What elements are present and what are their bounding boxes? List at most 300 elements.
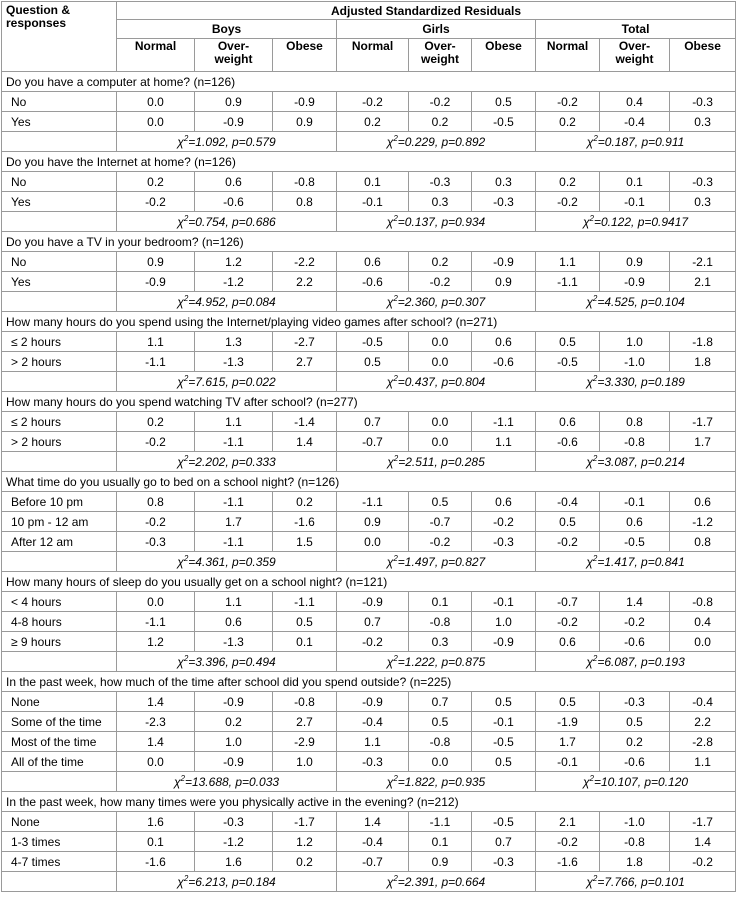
residual-value: -1.3 (195, 352, 273, 372)
residual-value: -0.8 (409, 612, 472, 632)
residual-value: 2.7 (273, 712, 337, 732)
residual-value: -0.8 (409, 732, 472, 752)
chi-square-row (2, 552, 736, 572)
residual-value: -0.9 (600, 272, 670, 292)
response-label: Yes (2, 192, 117, 212)
residual-value: -1.9 (536, 712, 600, 732)
residual-value: 0.4 (670, 612, 736, 632)
question-row (2, 792, 736, 812)
response-row (2, 732, 736, 752)
residual-value: -0.4 (337, 832, 409, 852)
response-label: 4-8 hours (2, 612, 117, 632)
chi-square-cell (536, 372, 736, 392)
residual-value: 1.4 (117, 692, 195, 712)
response-row (2, 432, 736, 452)
residual-value: 2.2 (273, 272, 337, 292)
response-label: None (2, 812, 117, 832)
residual-value: 1.2 (195, 252, 273, 272)
empty-cell (2, 212, 117, 232)
residual-value: -0.2 (670, 852, 736, 872)
sub-header-normal: Normal (536, 39, 600, 72)
chi-square-stat: =1.222, p=0.875 (397, 655, 486, 669)
chi-symbol: $\chi^2$ (386, 654, 398, 669)
chi-symbol: $\chi^2$ (177, 374, 189, 389)
chi-square-stat: =1.417, p=0.841 (597, 555, 685, 569)
residual-value: -0.6 (600, 632, 670, 652)
residual-value: -0.4 (536, 492, 600, 512)
residual-value: 0.5 (337, 352, 409, 372)
residual-value: 0.5 (409, 492, 472, 512)
residual-value: -0.5 (337, 332, 409, 352)
response-label: Most of the time (2, 732, 117, 752)
chi-square-cell (536, 212, 736, 232)
residual-value: -0.9 (337, 592, 409, 612)
chi-symbol: $\chi^2$ (586, 654, 598, 669)
residual-value: 0.0 (337, 532, 409, 552)
chi-symbol: $\chi^2$ (177, 454, 189, 469)
response-label: 4-7 times (2, 852, 117, 872)
residual-value: -0.9 (337, 692, 409, 712)
response-row (2, 712, 736, 732)
question-column-header: Question & responses (2, 2, 117, 72)
residual-value: 0.0 (409, 752, 472, 772)
residual-value: -0.5 (536, 352, 600, 372)
response-label: Yes (2, 112, 117, 132)
chi-square-cell (337, 652, 536, 672)
chi-square-stat: =2.360, p=0.307 (397, 295, 486, 309)
residual-value: -1.7 (670, 812, 736, 832)
residual-value: -0.8 (600, 832, 670, 852)
residual-value: 0.5 (409, 712, 472, 732)
chi-symbol: $\chi^2$ (177, 654, 189, 669)
chi-square-stat: =3.087, p=0.214 (597, 455, 685, 469)
residual-value: 0.2 (600, 732, 670, 752)
residual-value: 0.0 (117, 592, 195, 612)
residual-value: 0.9 (472, 272, 536, 292)
residual-value: -0.3 (670, 172, 736, 192)
chi-square-cell (536, 452, 736, 472)
residual-value: 1.7 (195, 512, 273, 532)
chi-square-stat: =2.511, p=0.285 (398, 455, 485, 469)
residual-value: 0.1 (409, 832, 472, 852)
residual-value: 0.9 (117, 252, 195, 272)
response-row (2, 612, 736, 632)
question-text: In the past week, how much of the time after school did you spend outside? (n=225) (2, 672, 736, 692)
response-row (2, 632, 736, 652)
response-label: 10 pm - 12 am (2, 512, 117, 532)
chi-square-cell (117, 372, 337, 392)
chi-square-stat: =4.525, p=0.104 (597, 295, 685, 309)
residual-value: -0.4 (337, 712, 409, 732)
residual-value: -0.3 (670, 92, 736, 112)
residual-value: 1.8 (670, 352, 736, 372)
residual-value: 1.2 (117, 632, 195, 652)
response-label: ≤ 2 hours (2, 412, 117, 432)
chi-square-stat: =0.137, p=0.934 (397, 215, 486, 229)
residual-value: 0.7 (472, 832, 536, 852)
residual-value: 0.3 (409, 192, 472, 212)
question-text: How many hours of sleep do you usually get on a school night? (n=121) (2, 572, 736, 592)
residual-value: -1.6 (117, 852, 195, 872)
residual-value: -1.4 (273, 412, 337, 432)
residual-value: 0.1 (600, 172, 670, 192)
chi-square-row (2, 132, 736, 152)
residual-value: -0.7 (337, 852, 409, 872)
residual-value: 0.2 (195, 712, 273, 732)
residual-value: -0.2 (409, 272, 472, 292)
residual-value: -1.2 (670, 512, 736, 532)
residual-value: -0.5 (600, 532, 670, 552)
response-row (2, 592, 736, 612)
residual-value: -0.1 (337, 192, 409, 212)
response-row (2, 272, 736, 292)
chi-symbol: $\chi^2$ (586, 874, 598, 889)
chi-square-cell (117, 132, 337, 152)
residual-value: -0.2 (117, 432, 195, 452)
residual-value: -0.2 (409, 92, 472, 112)
residual-value: -2.3 (117, 712, 195, 732)
residual-value: 0.2 (536, 112, 600, 132)
residual-value: 0.4 (600, 92, 670, 112)
residual-value: 0.0 (117, 752, 195, 772)
residual-value: -0.3 (600, 692, 670, 712)
response-label: ≤ 2 hours (2, 332, 117, 352)
chi-square-cell (117, 292, 337, 312)
residual-value: 0.6 (337, 252, 409, 272)
chi-square-cell (337, 132, 536, 152)
response-label: > 2 hours (2, 432, 117, 452)
residual-value: -0.3 (472, 192, 536, 212)
residual-value: 1.1 (337, 732, 409, 752)
residual-value: -1.0 (600, 812, 670, 832)
residual-value: -2.8 (670, 732, 736, 752)
residual-value: 0.1 (337, 172, 409, 192)
residual-value: 0.2 (117, 172, 195, 192)
chi-symbol: $\chi^2$ (177, 134, 189, 149)
residual-value: 0.6 (670, 492, 736, 512)
sub-header-obese: Obese (273, 39, 337, 72)
response-label: < 4 hours (2, 592, 117, 612)
response-label: > 2 hours (2, 352, 117, 372)
residual-value: 2.1 (536, 812, 600, 832)
chi-square-stat: =0.754, p=0.686 (188, 215, 276, 229)
chi-symbol: $\chi^2$ (387, 454, 399, 469)
chi-square-cell (337, 552, 536, 572)
residual-value: -1.1 (472, 412, 536, 432)
response-label: 1-3 times (2, 832, 117, 852)
chi-symbol: $\chi^2$ (386, 214, 398, 229)
chi-square-row (2, 872, 736, 892)
response-row (2, 832, 736, 852)
residual-value: 1.1 (117, 332, 195, 352)
residual-value: -1.1 (195, 492, 273, 512)
residual-value: 0.2 (409, 252, 472, 272)
residual-value: 0.5 (536, 692, 600, 712)
chi-square-cell (337, 872, 536, 892)
sub-header-obese: Obese (670, 39, 736, 72)
residual-value: 0.7 (409, 692, 472, 712)
residual-value: 1.0 (195, 732, 273, 752)
chi-square-cell (536, 872, 736, 892)
residual-value: 0.5 (273, 612, 337, 632)
chi-square-cell (117, 872, 337, 892)
response-row (2, 852, 736, 872)
response-row (2, 192, 736, 212)
question-text: Do you have a TV in your bedroom? (n=126) (2, 232, 736, 252)
residual-value: 0.2 (337, 112, 409, 132)
residual-value: -1.1 (117, 352, 195, 372)
empty-cell (2, 372, 117, 392)
residual-value: -0.9 (273, 92, 337, 112)
table-body (2, 72, 736, 892)
residual-value: 1.4 (337, 812, 409, 832)
residual-value: 0.2 (273, 852, 337, 872)
residual-value: -0.1 (536, 752, 600, 772)
chi-square-row (2, 212, 736, 232)
residual-value: -1.1 (337, 492, 409, 512)
question-text: How many hours do you spend watching TV after school? (n=277) (2, 392, 736, 412)
residual-value: -1.7 (273, 812, 337, 832)
chi-square-stat: =13.688, p=0.033 (184, 775, 280, 789)
chi-symbol: $\chi^2$ (177, 874, 189, 889)
chi-square-cell (337, 212, 536, 232)
residual-value: -0.8 (273, 692, 337, 712)
residual-value: 0.2 (536, 172, 600, 192)
residuals-table (1, 1, 736, 892)
residual-value: -0.3 (337, 752, 409, 772)
residual-value: 2.2 (670, 712, 736, 732)
residual-value: -0.6 (600, 752, 670, 772)
residual-value: -0.3 (117, 532, 195, 552)
empty-cell (2, 652, 117, 672)
residual-value: -0.5 (472, 732, 536, 752)
residual-value: 0.8 (670, 532, 736, 552)
response-label: After 12 am (2, 532, 117, 552)
response-row (2, 492, 736, 512)
residual-value: 0.1 (117, 832, 195, 852)
residual-value: -0.6 (337, 272, 409, 292)
chi-square-stat: =3.396, p=0.494 (188, 655, 276, 669)
chi-square-stat: =0.187, p=0.911 (597, 135, 685, 149)
sub-header-normal: Normal (117, 39, 195, 72)
residual-value: -0.9 (472, 252, 536, 272)
question-text: In the past week, how many times were you physically active in the evening? (n=212) (2, 792, 736, 812)
chi-square-cell (536, 552, 736, 572)
chi-square-stat: =3.330, p=0.189 (597, 375, 685, 389)
residual-value: 0.0 (670, 632, 736, 652)
chi-square-cell (117, 452, 337, 472)
chi-symbol: $\chi^2$ (386, 134, 398, 149)
residual-value: 0.3 (670, 112, 736, 132)
chi-square-cell (117, 212, 337, 232)
residual-value: -0.3 (472, 852, 536, 872)
question-text: How many hours do you spend using the Internet/playing video games after school? (n=271) (2, 312, 736, 332)
residual-value: 2.1 (670, 272, 736, 292)
chi-square-stat: =0.229, p=0.892 (397, 135, 486, 149)
residual-value: 0.1 (409, 592, 472, 612)
chi-square-row (2, 372, 736, 392)
residual-value: -0.9 (117, 272, 195, 292)
residual-value: 0.9 (195, 92, 273, 112)
empty-cell (2, 552, 117, 572)
residual-value: -0.4 (670, 692, 736, 712)
main-header: Adjusted Standardized Residuals (117, 2, 736, 20)
response-row (2, 752, 736, 772)
residual-value: -0.2 (536, 192, 600, 212)
residual-value: 0.9 (337, 512, 409, 532)
chi-symbol: $\chi^2$ (586, 294, 598, 309)
residual-value: 0.3 (409, 632, 472, 652)
residual-value: -1.2 (195, 272, 273, 292)
residual-value: -1.1 (409, 812, 472, 832)
chi-square-stat: =1.497, p=0.827 (397, 555, 486, 569)
question-text: Do you have a computer at home? (n=126) (2, 72, 736, 92)
residual-value: -1.1 (195, 432, 273, 452)
response-label: Yes (2, 272, 117, 292)
response-row (2, 412, 736, 432)
response-row (2, 112, 736, 132)
residual-value: -0.7 (409, 512, 472, 532)
question-row (2, 72, 736, 92)
response-label: All of the time (2, 752, 117, 772)
chi-symbol: $\chi^2$ (177, 554, 189, 569)
residual-value: -1.3 (195, 632, 273, 652)
chi-symbol: $\chi^2$ (386, 874, 398, 889)
response-row (2, 252, 736, 272)
residual-value: -0.8 (670, 592, 736, 612)
chi-square-stat: =6.087, p=0.193 (597, 655, 685, 669)
residual-value: -0.9 (195, 692, 273, 712)
residual-value: -0.6 (195, 192, 273, 212)
empty-cell (2, 132, 117, 152)
residual-value: 1.6 (195, 852, 273, 872)
residual-value: 1.4 (670, 832, 736, 852)
question-row (2, 232, 736, 252)
residual-value: 0.2 (117, 412, 195, 432)
residual-value: -0.8 (600, 432, 670, 452)
residual-value: 0.5 (472, 92, 536, 112)
residual-value: -0.2 (536, 532, 600, 552)
residual-value: 0.0 (409, 432, 472, 452)
chi-symbol: $\chi^2$ (173, 774, 185, 789)
residual-value: 1.2 (273, 832, 337, 852)
residual-value: 0.0 (117, 112, 195, 132)
chi-symbol: $\chi^2$ (586, 554, 598, 569)
residual-value: 0.3 (670, 192, 736, 212)
residual-value: 0.3 (472, 172, 536, 192)
residual-value: 0.8 (117, 492, 195, 512)
residual-value: 1.1 (472, 432, 536, 452)
residual-value: -0.2 (472, 512, 536, 532)
residual-value: -0.2 (536, 832, 600, 852)
residual-value: -0.2 (409, 532, 472, 552)
chi-symbol: $\chi^2$ (177, 294, 189, 309)
residual-value: 0.5 (472, 752, 536, 772)
residual-value: 1.0 (600, 332, 670, 352)
group-header-girls: Girls (337, 20, 536, 39)
residual-value: -0.5 (472, 112, 536, 132)
residual-value: -0.2 (117, 512, 195, 532)
chi-symbol: $\chi^2$ (177, 214, 189, 229)
sub-header-overweight: Over-weight (195, 39, 273, 72)
residual-value: 0.0 (409, 352, 472, 372)
chi-symbol: $\chi^2$ (586, 454, 598, 469)
residual-value: 1.6 (117, 812, 195, 832)
residual-value: -0.9 (195, 112, 273, 132)
chi-symbol: $\chi^2$ (386, 374, 398, 389)
response-label: None (2, 692, 117, 712)
residual-value: 0.7 (337, 612, 409, 632)
residual-value: 1.7 (536, 732, 600, 752)
residual-value: -2.2 (273, 252, 337, 272)
response-row (2, 92, 736, 112)
residual-value: -0.6 (536, 432, 600, 452)
residual-value: 0.6 (472, 332, 536, 352)
residual-value: 1.1 (536, 252, 600, 272)
residual-value: 1.4 (117, 732, 195, 752)
residual-value: -1.2 (195, 832, 273, 852)
chi-square-stat: =2.391, p=0.664 (397, 875, 486, 889)
chi-square-stat: =7.615, p=0.022 (188, 375, 276, 389)
residual-value: -0.2 (536, 612, 600, 632)
question-text: What time do you usually go to bed on a school night? (n=126) (2, 472, 736, 492)
residual-value: -0.6 (472, 352, 536, 372)
residual-value: 1.1 (670, 752, 736, 772)
residual-value: 0.9 (600, 252, 670, 272)
residual-value: -1.1 (536, 272, 600, 292)
question-row (2, 672, 736, 692)
residual-value: -0.9 (195, 752, 273, 772)
residual-value: -0.5 (472, 812, 536, 832)
sub-header-obese: Obese (472, 39, 536, 72)
empty-cell (2, 772, 117, 792)
chi-square-cell (117, 652, 337, 672)
residual-value: -0.1 (600, 492, 670, 512)
response-label: No (2, 92, 117, 112)
residual-value: 0.9 (409, 852, 472, 872)
chi-symbol: $\chi^2$ (582, 214, 594, 229)
residual-value: -1.1 (117, 612, 195, 632)
question-row (2, 312, 736, 332)
chi-square-cell (337, 772, 536, 792)
chi-square-stat: =0.122, p=0.9417 (593, 215, 689, 229)
group-header-total: Total (536, 20, 736, 39)
residual-value: -0.9 (472, 632, 536, 652)
chi-square-cell (337, 452, 536, 472)
chi-symbol: $\chi^2$ (386, 774, 398, 789)
response-label: No (2, 252, 117, 272)
residual-value: -1.8 (670, 332, 736, 352)
chi-symbol: $\chi^2$ (586, 134, 598, 149)
chi-square-stat: =10.107, p=0.120 (593, 775, 689, 789)
residual-value: 1.1 (195, 412, 273, 432)
chi-square-cell (117, 552, 337, 572)
residual-value: 0.9 (273, 112, 337, 132)
residual-value: 0.2 (273, 492, 337, 512)
chi-square-cell (536, 652, 736, 672)
residual-value: -0.1 (472, 712, 536, 732)
response-row (2, 812, 736, 832)
residual-value: 1.0 (472, 612, 536, 632)
residual-value: 0.5 (536, 332, 600, 352)
residual-value: -1.0 (600, 352, 670, 372)
sub-header-normal: Normal (337, 39, 409, 72)
residual-value: 1.0 (273, 752, 337, 772)
chi-square-cell (536, 772, 736, 792)
sub-header-overweight: Over-weight (409, 39, 472, 72)
residual-value: 0.6 (472, 492, 536, 512)
residual-value: -1.1 (273, 592, 337, 612)
